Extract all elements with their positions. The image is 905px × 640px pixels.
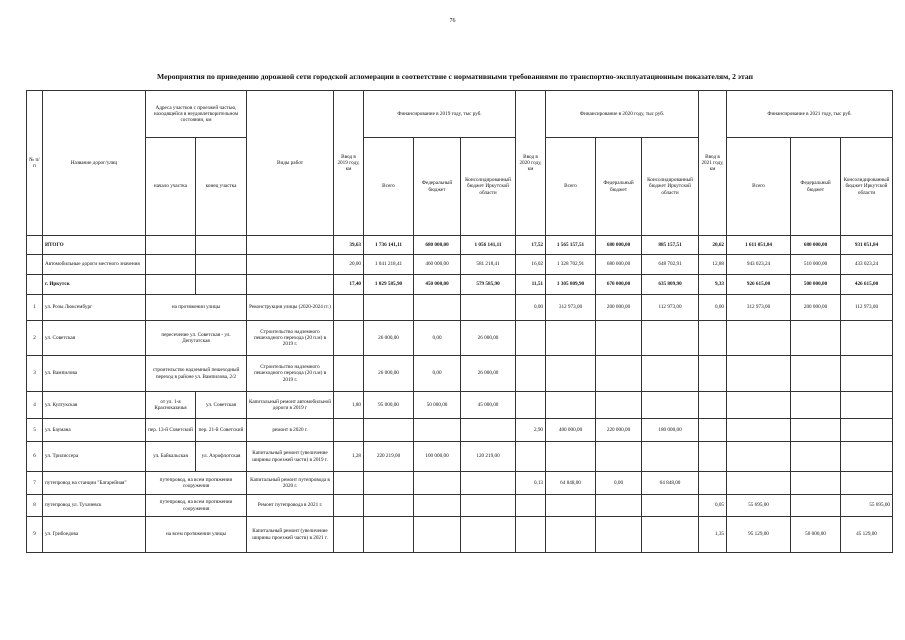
federal-2021: 680 000,00	[791, 236, 841, 255]
header-num: № п/п	[27, 91, 43, 236]
row-name: ул. Советская	[43, 321, 146, 356]
row-name: ул. Розы Люксембург	[43, 295, 146, 321]
row-name: ул. Грибоедова	[43, 517, 146, 553]
header-total-2019: Всего	[364, 138, 414, 236]
total-2019: 220 219,00	[364, 442, 414, 472]
km-2020: 0,00	[516, 295, 546, 321]
row-num: 4	[27, 392, 43, 419]
row-works: Капитальный ремонт путепровода в 2020 г.	[247, 472, 334, 495]
total-2021: 943 023,24	[727, 255, 791, 275]
total-2021: 95 129,00	[727, 517, 791, 553]
total-2019: 1 029 585,90	[364, 275, 414, 295]
table-row	[27, 442, 893, 472]
header-start: начало участка	[146, 138, 196, 236]
consol-2020: 64 848,00	[642, 472, 699, 495]
row-address: путепровод, на всем протяжении сооружения	[146, 495, 247, 517]
km-2019: 17,40	[334, 275, 364, 295]
table-row	[27, 321, 893, 356]
federal-2020: 200 000,00	[596, 295, 642, 321]
row-num: 7	[27, 472, 43, 495]
consol-2019: 120 219,00	[461, 442, 516, 472]
total-2019: 1 041 218,41	[364, 255, 414, 275]
km-2020: 11,51	[516, 275, 546, 295]
table-row	[27, 517, 893, 553]
federal-2019: 680 000,00	[414, 236, 461, 255]
header-address: Адреса участков с проезжей частью, находящейся в неудовлетворительном состоянии, км	[146, 91, 247, 138]
km-2020: 17,52	[516, 236, 546, 255]
row-works: Строительство надземного пешеходного перехода (20 п.м) в 2019 г.	[247, 321, 334, 356]
row-works: Строительство надземного пешеходного перехода (20 п.м) в 2019 г.	[247, 356, 334, 392]
consol-2021: 55 695,00	[841, 495, 893, 517]
row-name: ул. Баумана	[43, 419, 146, 442]
header-name: Название дорог/улиц	[43, 91, 146, 236]
consol-2021: 931 051,84	[841, 236, 893, 255]
consol-2020: 648 702,91	[642, 255, 699, 275]
total-2020: 400 000,00	[546, 419, 596, 442]
km-2021: 20,62	[699, 236, 727, 255]
consol-2020: 635 809,90	[642, 275, 699, 295]
consol-2019: 1 056 141,11	[461, 236, 516, 255]
row-address: путепровод, на всем протяжении сооружения	[146, 472, 247, 495]
total-2021: 926 615,00	[727, 275, 791, 295]
federal-2020: 0,00	[596, 472, 642, 495]
km-2021: 1,35	[699, 517, 727, 553]
header-fin-2021: Финансирование в 2021 году, тыс руб.	[727, 91, 893, 138]
km-2019: 20,00	[334, 255, 364, 275]
km-2020: 16,02	[516, 255, 546, 275]
row-num: 2	[27, 321, 43, 356]
federal-2019: 0,00	[414, 356, 461, 392]
consol-2019: 26 000,00	[461, 321, 516, 356]
total-2020: 1 328 702,91	[546, 255, 596, 275]
row-end: ул. Советская	[196, 392, 247, 419]
km-2019: 1,80	[334, 392, 364, 419]
table-row	[27, 472, 893, 495]
row-works: Капитальный ремонт автомобильной дороги в 2019 г	[247, 392, 334, 419]
header-total-2021: Всего	[727, 138, 791, 236]
header-federal-2021: Федеральный бюджет	[791, 138, 841, 236]
total-2019: 26 000,00	[364, 356, 414, 392]
total-2019: 95 000,00	[364, 392, 414, 419]
row-works: ремонт в 2020 г.	[247, 419, 334, 442]
row-name: ул. Вампилова	[43, 356, 146, 392]
row-address: на всем протяжении улицы	[146, 517, 247, 553]
header-consol-2019: Консолидированный бюджет Иркутской области	[461, 138, 516, 236]
consol-2021: 433 023,24	[841, 255, 893, 275]
row-end: ул. Аэрофлотская	[196, 442, 247, 472]
consol-2020: 885 157,51	[642, 236, 699, 255]
federal-2020: 680 000,00	[596, 236, 642, 255]
km-2021: 0,00	[699, 295, 727, 321]
federal-2020: 670 000,00	[596, 275, 642, 295]
table-row	[27, 392, 893, 419]
km-2021: 0,05	[699, 495, 727, 517]
row-num: 5	[27, 419, 43, 442]
table-row	[27, 356, 893, 392]
total-2020: 64 848,00	[546, 472, 596, 495]
table-row	[27, 295, 893, 321]
header-intro-2019: Ввод в 2019 году, км	[334, 91, 364, 236]
consol-2019: 581 218,41	[461, 255, 516, 275]
total-2021: 1 611 051,84	[727, 236, 791, 255]
row-works: Ремонт путепровода в 2021 г.	[247, 495, 334, 517]
federal-2020: 680 000,00	[596, 255, 642, 275]
consol-2021: 45 129,00	[841, 517, 893, 553]
table-row-total	[27, 236, 893, 255]
km-2021: 12,88	[699, 255, 727, 275]
header-consol-2020: Консолидированный бюджет Иркутской области	[642, 138, 699, 236]
km-2019: 1,28	[334, 442, 364, 472]
federal-2021: 200 000,00	[791, 295, 841, 321]
row-name: ул. Трилиссера	[43, 442, 146, 472]
header-total-2020: Всего	[546, 138, 596, 236]
table-row-local	[27, 255, 893, 275]
header-fin-2019: Финансирование в 2019 году, тыс руб.	[364, 91, 516, 138]
federal-2021: 50 000,00	[791, 517, 841, 553]
table-row	[27, 419, 893, 442]
row-num: 8	[27, 495, 43, 517]
consol-2019: 26 000,00	[461, 356, 516, 392]
row-num: 9	[27, 517, 43, 553]
row-address: пересечение ул. Советская - ул. Депутатская	[146, 321, 247, 356]
table-row	[27, 495, 893, 517]
table-row-city	[27, 275, 893, 295]
total-2019: 26 000,00	[364, 321, 414, 356]
row-name: ул. Култукская	[43, 392, 146, 419]
km-2019: 39,63	[334, 236, 364, 255]
total-2020: 1 305 809,90	[546, 275, 596, 295]
row-name: путепровод ул. Тухачевск	[43, 495, 146, 517]
total-2020: 312 973,00	[546, 295, 596, 321]
consol-2021: 426 615,00	[841, 275, 893, 295]
row-num: 6	[27, 442, 43, 472]
row-start: пер. 13-й Советский	[146, 419, 196, 442]
row-name: путепровод на станции "Батарейная"	[43, 472, 146, 495]
header-federal-2020: Федеральный бюджет	[596, 138, 642, 236]
federal-2019: 0,00	[414, 321, 461, 356]
page-number: 76	[449, 18, 456, 24]
header-intro-2021: Ввод в 2021 году, км	[699, 91, 727, 236]
consol-2019: 45 000,00	[461, 392, 516, 419]
km-2020: 0,13	[516, 472, 546, 495]
row-start: от ул. 1-я Красноказачья	[146, 392, 196, 419]
header-consol-2021: Консолидированный бюджет Иркутской области	[841, 138, 893, 236]
header-fin-2020: Финансирование в 2020 году, тыс руб.	[546, 91, 699, 138]
km-2020: 2,90	[516, 419, 546, 442]
row-num: 1	[27, 295, 43, 321]
federal-2019: 460 000,00	[414, 255, 461, 275]
row-works: Капитальный ремонт (увеличение ширины проезжей части) в 2019 г.	[247, 442, 334, 472]
federal-2021: 510 000,00	[791, 255, 841, 275]
row-label: Автомобильные дороги местного значения	[43, 255, 146, 275]
total-2020: 1 565 157,51	[546, 236, 596, 255]
km-2021: 9,33	[699, 275, 727, 295]
federal-2020: 220 000,00	[596, 419, 642, 442]
consol-2019: 579 585,90	[461, 275, 516, 295]
consol-2020: 112 973,00	[642, 295, 699, 321]
row-end: пер. 21-й Советский	[196, 419, 247, 442]
header-intro-2020: Ввод в 2020 году, км	[516, 91, 546, 236]
row-works: Реконструкция улицы (2020-2024 гг.)	[247, 295, 334, 321]
header-works: Виды работ	[247, 91, 334, 236]
page-title: Мероприятия по приведению дорожной сети городской агломерации в соответствие с нормативными требованиями по транспортно-эксплуатационным показателям, 2 этап	[157, 72, 753, 81]
consol-2020: 180 000,00	[642, 419, 699, 442]
row-address: на протяжении улицы	[146, 295, 247, 321]
total-2021: 312 973,00	[727, 295, 791, 321]
federal-2019: 50 000,00	[414, 392, 461, 419]
row-start: ул. Байкальская	[146, 442, 196, 472]
row-label: г. Иркутск	[43, 275, 146, 295]
row-works: Капитальный ремонт (увеличение ширины проезжей части) в 2021 г.	[247, 517, 334, 553]
row-address: строительство надземный пешеходный переход в районе ул. Вампилова, 2/2	[146, 356, 247, 392]
row-num: 3	[27, 356, 43, 392]
consol-2021: 112 973,00	[841, 295, 893, 321]
federal-2019: 100 000,00	[414, 442, 461, 472]
header-federal-2019: Федеральный бюджет	[414, 138, 461, 236]
total-2019: 1 736 141,11	[364, 236, 414, 255]
header-end: конец участка	[196, 138, 247, 236]
federal-2021: 500 000,00	[791, 275, 841, 295]
row-label: ИТОГО	[43, 236, 146, 255]
total-2021: 55 695,00	[727, 495, 791, 517]
roadworks-table	[26, 90, 893, 553]
federal-2019: 450 000,00	[414, 275, 461, 295]
